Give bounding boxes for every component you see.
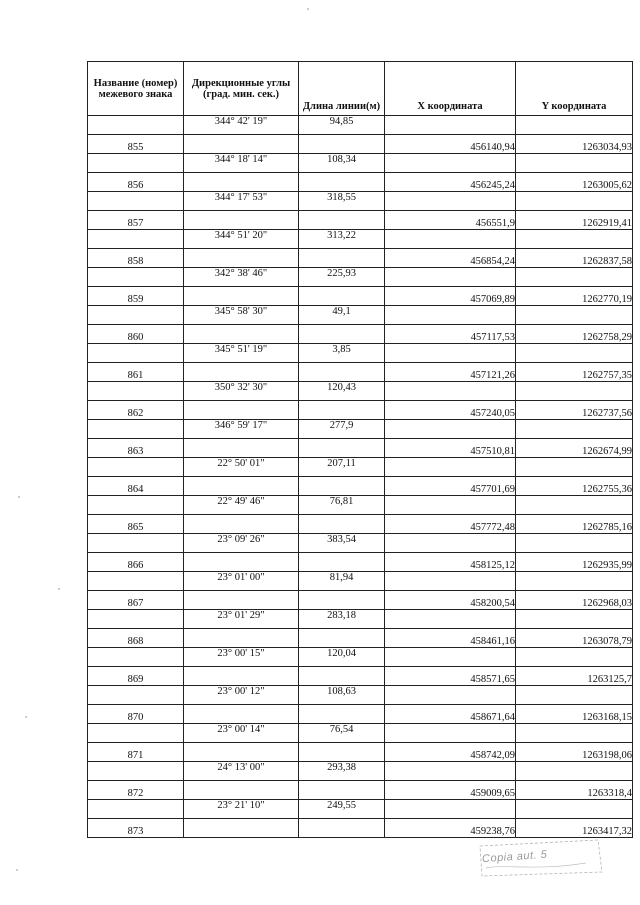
header-direction-angles: Дирекционные углы (град. мин. сек.) (184, 62, 299, 116)
cell-x-coordinate (385, 420, 516, 439)
scan-speck (58, 588, 60, 590)
cell-x-coordinate (385, 534, 516, 553)
cell-direction-angle: 344° 17' 53" (184, 192, 299, 211)
cell-x-coordinate (385, 724, 516, 743)
cell-x-coordinate: 456245,24 (385, 173, 516, 192)
cell-direction-angle: 22° 50' 01" (184, 458, 299, 477)
cell-direction-angle (184, 211, 299, 230)
segment-row (88, 572, 633, 591)
cell-direction-angle: 23° 09' 26" (184, 534, 299, 553)
marker-row (88, 439, 633, 458)
cell-y-coordinate (516, 610, 633, 629)
cell-marker-name (88, 420, 184, 439)
cell-marker-name: 870 (88, 705, 184, 724)
cell-x-coordinate: 456140,94 (385, 135, 516, 154)
segment-row (88, 344, 633, 363)
cell-y-coordinate: 1263417,32 (516, 819, 633, 838)
cell-marker-name: 862 (88, 401, 184, 420)
cell-direction-angle (184, 515, 299, 534)
cell-x-coordinate (385, 648, 516, 667)
marker-row (88, 211, 633, 230)
cell-x-coordinate: 457117,53 (385, 325, 516, 344)
cell-y-coordinate: 1262755,36 (516, 477, 633, 496)
cell-y-coordinate (516, 534, 633, 553)
cell-line-length: 277,9 (299, 420, 385, 439)
cell-x-coordinate (385, 762, 516, 781)
cell-x-coordinate (385, 382, 516, 401)
cell-y-coordinate: 1263034,93 (516, 135, 633, 154)
cell-line-length (299, 173, 385, 192)
scan-speck (18, 496, 20, 498)
cell-line-length: 76,81 (299, 496, 385, 515)
cell-x-coordinate: 457121,26 (385, 363, 516, 382)
marker-row (88, 135, 633, 154)
cell-x-coordinate (385, 458, 516, 477)
segment-row (88, 458, 633, 477)
cell-y-coordinate (516, 420, 633, 439)
cell-x-coordinate (385, 572, 516, 591)
cell-y-coordinate (516, 686, 633, 705)
cell-y-coordinate (516, 648, 633, 667)
cell-x-coordinate (385, 344, 516, 363)
segment-row (88, 534, 633, 553)
table-header-row (88, 62, 633, 116)
cell-marker-name (88, 192, 184, 211)
cell-direction-angle: 344° 18' 14" (184, 154, 299, 173)
marker-row (88, 515, 633, 534)
cell-direction-angle (184, 705, 299, 724)
cell-marker-name: 859 (88, 287, 184, 306)
signature-stamp (476, 838, 604, 878)
cell-y-coordinate: 1263125,7 (516, 667, 633, 686)
cell-x-coordinate (385, 686, 516, 705)
cell-marker-name (88, 230, 184, 249)
cell-x-coordinate (385, 192, 516, 211)
cell-y-coordinate: 1263078,79 (516, 629, 633, 648)
cell-y-coordinate: 1262770,19 (516, 287, 633, 306)
segment-row (88, 762, 633, 781)
cell-line-length: 108,34 (299, 154, 385, 173)
cell-x-coordinate: 458571,65 (385, 667, 516, 686)
cell-line-length (299, 591, 385, 610)
header-marker-name: Название (номер) межевого знака (88, 62, 184, 116)
cell-marker-name (88, 344, 184, 363)
cell-line-length (299, 325, 385, 344)
cell-direction-angle: 345° 51' 19" (184, 344, 299, 363)
cell-line-length: 49,1 (299, 306, 385, 325)
scan-speck (307, 8, 309, 10)
cell-marker-name (88, 496, 184, 515)
cell-x-coordinate: 458461,16 (385, 629, 516, 648)
cell-line-length: 108,63 (299, 686, 385, 705)
cell-direction-angle (184, 743, 299, 762)
cell-line-length (299, 781, 385, 800)
cell-marker-name: 869 (88, 667, 184, 686)
cell-y-coordinate: 1262919,41 (516, 211, 633, 230)
cell-y-coordinate (516, 458, 633, 477)
segment-row (88, 192, 633, 211)
cell-marker-name: 858 (88, 249, 184, 268)
segment-row (88, 382, 633, 401)
cell-direction-angle (184, 401, 299, 420)
segment-row (88, 724, 633, 743)
cell-direction-angle: 350° 32' 30" (184, 382, 299, 401)
cell-line-length (299, 553, 385, 572)
cell-direction-angle (184, 287, 299, 306)
segment-row (88, 306, 633, 325)
marker-row (88, 325, 633, 344)
marker-row (88, 553, 633, 572)
cell-x-coordinate: 457510,81 (385, 439, 516, 458)
cell-line-length: 120,43 (299, 382, 385, 401)
segment-row (88, 154, 633, 173)
segment-row (88, 686, 633, 705)
cell-y-coordinate: 1262935,99 (516, 553, 633, 572)
cell-line-length (299, 287, 385, 306)
cell-line-length (299, 667, 385, 686)
cell-y-coordinate (516, 230, 633, 249)
cell-line-length: 318,55 (299, 192, 385, 211)
cell-direction-angle: 344° 42' 19" (184, 116, 299, 135)
cell-x-coordinate (385, 610, 516, 629)
cell-marker-name: 864 (88, 477, 184, 496)
cell-direction-angle: 344° 51' 20" (184, 230, 299, 249)
cell-direction-angle: 23° 00' 14" (184, 724, 299, 743)
cell-y-coordinate: 1262785,16 (516, 515, 633, 534)
cell-y-coordinate (516, 382, 633, 401)
marker-row (88, 363, 633, 382)
marker-row (88, 629, 633, 648)
cell-marker-name: 857 (88, 211, 184, 230)
cell-marker-name: 866 (88, 553, 184, 572)
cell-marker-name (88, 762, 184, 781)
cell-marker-name: 865 (88, 515, 184, 534)
cell-direction-angle (184, 173, 299, 192)
marker-row (88, 781, 633, 800)
cell-x-coordinate (385, 268, 516, 287)
cell-x-coordinate: 456854,24 (385, 249, 516, 268)
marker-row (88, 819, 633, 838)
cell-marker-name: 861 (88, 363, 184, 382)
cell-y-coordinate: 1263168,15 (516, 705, 633, 724)
cell-y-coordinate (516, 800, 633, 819)
cell-marker-name: 872 (88, 781, 184, 800)
cell-line-length: 249,55 (299, 800, 385, 819)
cell-line-length (299, 743, 385, 762)
cell-line-length (299, 629, 385, 648)
cell-marker-name (88, 648, 184, 667)
cell-direction-angle: 23° 01' 00" (184, 572, 299, 591)
cell-x-coordinate (385, 116, 516, 135)
cell-y-coordinate (516, 724, 633, 743)
segment-row (88, 116, 633, 135)
cell-line-length: 120,04 (299, 648, 385, 667)
cell-line-length (299, 705, 385, 724)
cell-direction-angle: 342° 38' 46" (184, 268, 299, 287)
marker-row (88, 667, 633, 686)
cell-x-coordinate: 459238,76 (385, 819, 516, 838)
marker-row (88, 287, 633, 306)
cell-line-length: 3,85 (299, 344, 385, 363)
cell-marker-name (88, 268, 184, 287)
cell-line-length: 207,11 (299, 458, 385, 477)
cell-line-length (299, 439, 385, 458)
cell-y-coordinate (516, 762, 633, 781)
cell-direction-angle (184, 325, 299, 344)
cell-x-coordinate (385, 496, 516, 515)
cell-line-length (299, 211, 385, 230)
cell-x-coordinate: 459009,65 (385, 781, 516, 800)
cell-marker-name (88, 534, 184, 553)
marker-row (88, 401, 633, 420)
cell-x-coordinate (385, 306, 516, 325)
cell-direction-angle (184, 819, 299, 838)
cell-x-coordinate (385, 154, 516, 173)
cell-direction-angle: 24° 13' 00" (184, 762, 299, 781)
scan-speck (16, 869, 18, 871)
cell-marker-name: 867 (88, 591, 184, 610)
cell-x-coordinate: 456551,9 (385, 211, 516, 230)
cell-marker-name (88, 382, 184, 401)
cell-y-coordinate: 1262757,35 (516, 363, 633, 382)
cell-x-coordinate: 458125,12 (385, 553, 516, 572)
cell-line-length: 383,54 (299, 534, 385, 553)
cell-marker-name: 868 (88, 629, 184, 648)
cell-direction-angle: 23° 01' 29" (184, 610, 299, 629)
cell-y-coordinate: 1262674,99 (516, 439, 633, 458)
cell-x-coordinate: 458200,54 (385, 591, 516, 610)
cell-x-coordinate (385, 230, 516, 249)
segment-row (88, 420, 633, 439)
cell-direction-angle (184, 363, 299, 382)
cell-marker-name: 860 (88, 325, 184, 344)
cell-line-length: 225,93 (299, 268, 385, 287)
cell-direction-angle: 22° 49' 46" (184, 496, 299, 515)
cell-marker-name: 856 (88, 173, 184, 192)
cell-y-coordinate (516, 154, 633, 173)
header-y-coordinate: Y координата (516, 62, 633, 116)
cell-x-coordinate: 457772,48 (385, 515, 516, 534)
cell-direction-angle: 346° 59' 17" (184, 420, 299, 439)
cell-direction-angle (184, 667, 299, 686)
cell-direction-angle (184, 553, 299, 572)
cell-marker-name (88, 610, 184, 629)
cell-y-coordinate: 1262737,56 (516, 401, 633, 420)
cell-line-length (299, 515, 385, 534)
cell-x-coordinate: 458742,09 (385, 743, 516, 762)
cell-y-coordinate: 1262968,03 (516, 591, 633, 610)
cell-direction-angle (184, 439, 299, 458)
marker-row (88, 249, 633, 268)
cell-y-coordinate: 1263318,4 (516, 781, 633, 800)
cell-marker-name (88, 458, 184, 477)
scan-speck (25, 716, 27, 718)
marker-row (88, 743, 633, 762)
cell-y-coordinate (516, 496, 633, 515)
cell-line-length: 81,94 (299, 572, 385, 591)
cell-y-coordinate (516, 306, 633, 325)
cell-direction-angle (184, 591, 299, 610)
segment-row (88, 800, 633, 819)
cell-marker-name: 855 (88, 135, 184, 154)
table-body (88, 116, 633, 838)
cell-line-length (299, 249, 385, 268)
cell-x-coordinate (385, 800, 516, 819)
cell-marker-name: 871 (88, 743, 184, 762)
cell-marker-name (88, 572, 184, 591)
cell-y-coordinate (516, 344, 633, 363)
marker-row (88, 591, 633, 610)
cell-line-length (299, 477, 385, 496)
cell-y-coordinate (516, 192, 633, 211)
cell-marker-name (88, 800, 184, 819)
marker-row (88, 705, 633, 724)
segment-row (88, 230, 633, 249)
header-x-coordinate: X координата (385, 62, 516, 116)
cell-y-coordinate: 1262758,29 (516, 325, 633, 344)
cell-direction-angle (184, 249, 299, 268)
stamp-text: Copia aut. 5 (481, 848, 548, 866)
cell-line-length: 283,18 (299, 610, 385, 629)
cell-direction-angle (184, 477, 299, 496)
segment-row (88, 496, 633, 515)
cell-y-coordinate: 1262837,58 (516, 249, 633, 268)
cell-direction-angle (184, 135, 299, 154)
cell-marker-name: 873 (88, 819, 184, 838)
cell-direction-angle: 345° 58' 30" (184, 306, 299, 325)
cell-marker-name (88, 724, 184, 743)
cell-x-coordinate: 457701,69 (385, 477, 516, 496)
cell-line-length (299, 363, 385, 382)
cell-y-coordinate (516, 572, 633, 591)
cell-y-coordinate (516, 268, 633, 287)
cell-marker-name (88, 116, 184, 135)
cell-line-length (299, 819, 385, 838)
segment-row (88, 648, 633, 667)
cell-direction-angle: 23° 21' 10" (184, 800, 299, 819)
header-line-length: Длина линии(м) (299, 62, 385, 116)
cell-direction-angle: 23° 00' 12" (184, 686, 299, 705)
cell-y-coordinate: 1263005,62 (516, 173, 633, 192)
cell-direction-angle (184, 781, 299, 800)
segment-row (88, 610, 633, 629)
cell-line-length: 313,22 (299, 230, 385, 249)
cell-line-length: 76,54 (299, 724, 385, 743)
cell-x-coordinate: 457069,89 (385, 287, 516, 306)
cell-y-coordinate: 1263198,06 (516, 743, 633, 762)
cell-line-length: 293,38 (299, 762, 385, 781)
cell-marker-name (88, 686, 184, 705)
cell-y-coordinate (516, 116, 633, 135)
cell-direction-angle: 23° 00' 15" (184, 648, 299, 667)
marker-row (88, 477, 633, 496)
cell-line-length (299, 135, 385, 154)
cell-line-length (299, 401, 385, 420)
cell-marker-name (88, 154, 184, 173)
cell-x-coordinate: 458671,64 (385, 705, 516, 724)
cell-marker-name: 863 (88, 439, 184, 458)
cell-marker-name (88, 306, 184, 325)
cell-x-coordinate: 457240,05 (385, 401, 516, 420)
cell-line-length: 94,85 (299, 116, 385, 135)
boundary-coordinates-table (87, 61, 633, 838)
marker-row (88, 173, 633, 192)
cell-direction-angle (184, 629, 299, 648)
segment-row (88, 268, 633, 287)
